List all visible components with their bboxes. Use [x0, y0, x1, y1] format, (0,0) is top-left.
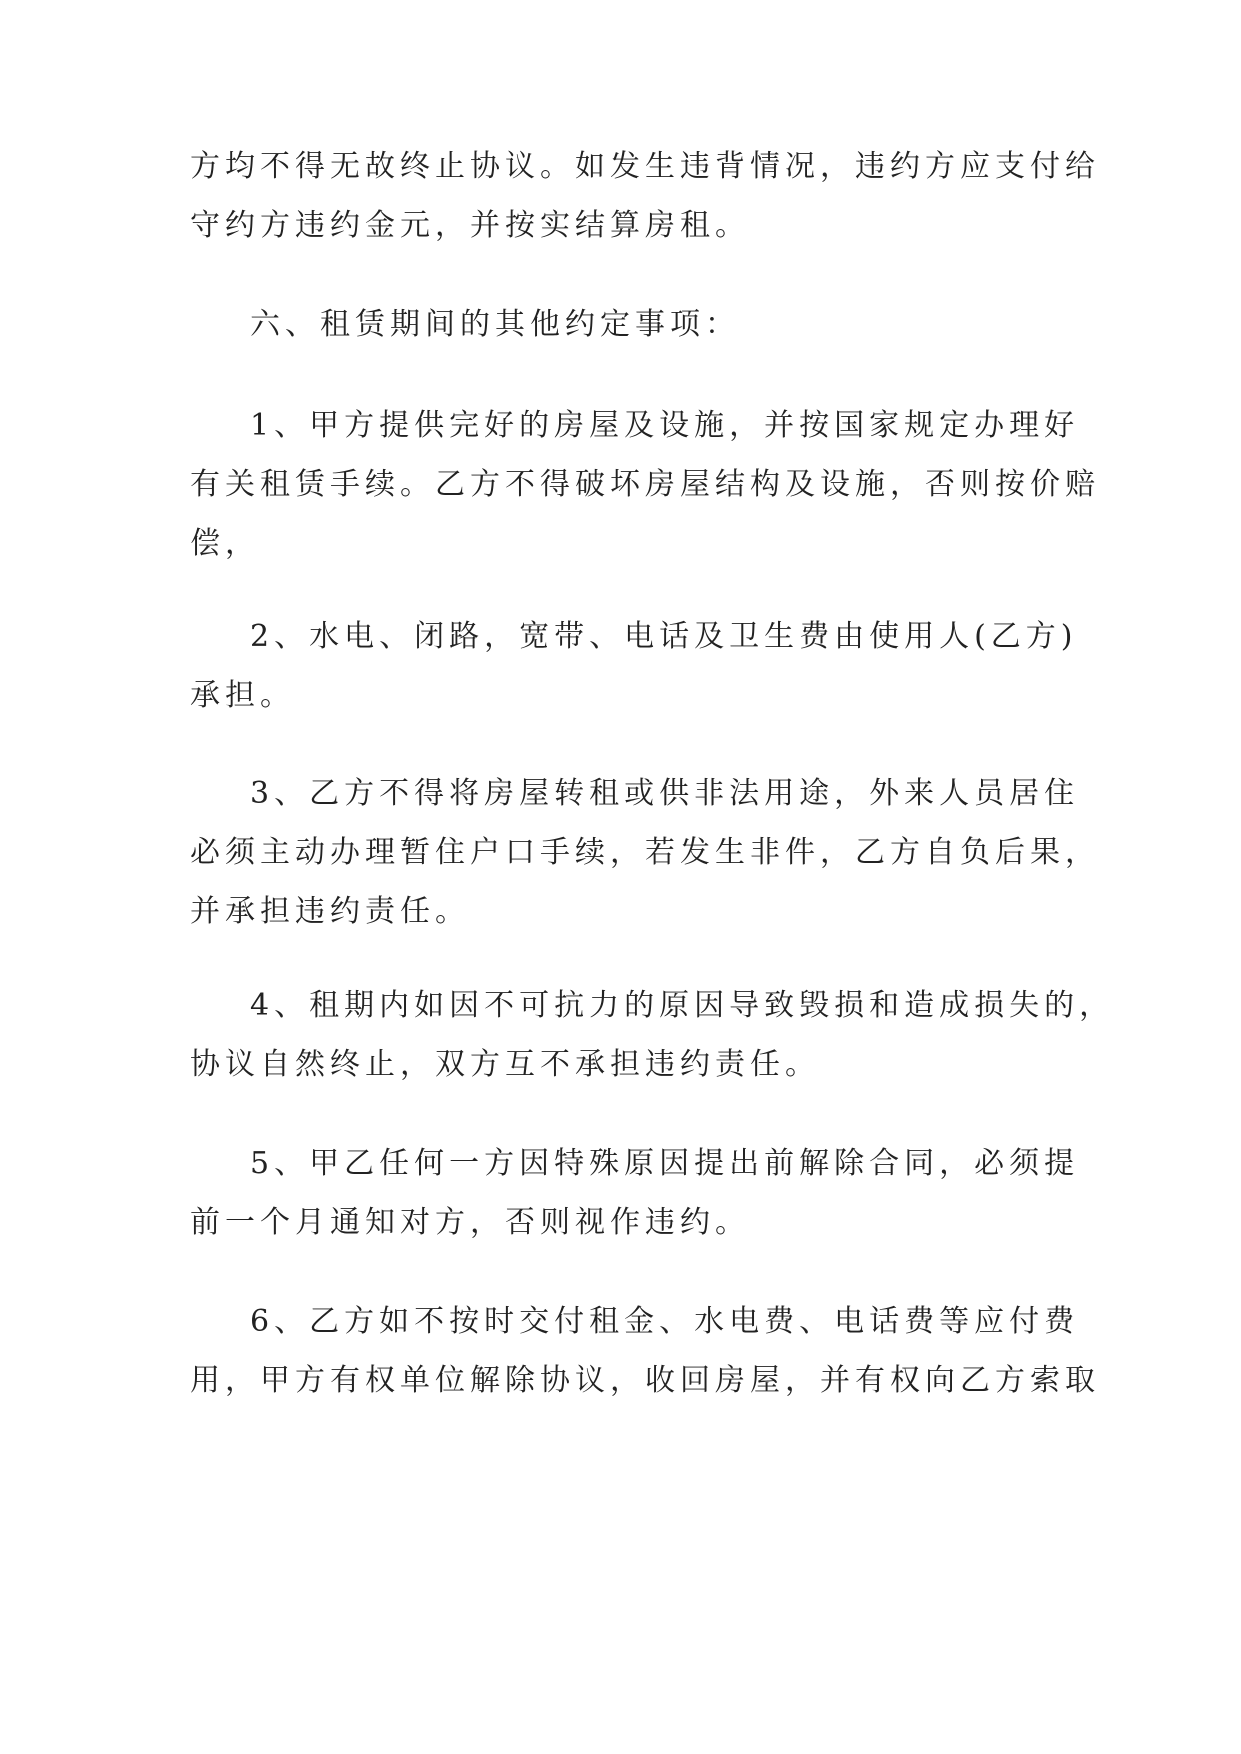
text-line: 6、乙方如不按时交付租金、水电费、电话费等应付费 [250, 1304, 1080, 1339]
text-line: 2、水电、闭路，宽带、电话及卫生费由使用人(乙方) [250, 619, 1078, 654]
text-line: 必须主动办理暂住户口手续，若发生非件，乙方自负后果， [190, 835, 1100, 870]
text-line: 承担。 [190, 678, 295, 713]
text-line: 并承担违约责任。 [190, 894, 470, 929]
text-line: 前一个月通知对方，否则视作违约。 [190, 1205, 750, 1240]
section-heading-other-terms [190, 295, 1070, 354]
paragraph-clause-2 [190, 607, 1078, 725]
text-line: 用，甲方有权单位解除协议，收回房屋，并有权向乙方索取 [190, 1363, 1100, 1398]
paragraph-clause-1 [190, 396, 1100, 573]
paragraph-clause-6 [190, 1292, 1100, 1410]
text-line: 六、租赁期间的其他约定事项： [250, 307, 740, 342]
text-line: 偿， [190, 526, 260, 561]
text-line: 协议自然终止，双方互不承担违约责任。 [190, 1047, 820, 1082]
text-line: 方均不得无故终止协议。如发生违背情况，违约方应支付给 [190, 149, 1100, 184]
text-line: 有关租赁手续。乙方不得破坏房屋结构及设施，否则按价赔 [190, 467, 1100, 502]
paragraph-clause-3 [190, 764, 1100, 941]
paragraph-clause-4 [190, 976, 1115, 1094]
paragraph-breach-continuation [190, 137, 1100, 255]
paragraph-clause-5 [190, 1134, 1080, 1252]
text-line: 守约方违约金元，并按实结算房租。 [190, 208, 750, 243]
text-line: 5、甲乙任何一方因特殊原因提出前解除合同，必须提 [250, 1146, 1080, 1181]
text-line: 3、乙方不得将房屋转租或供非法用途，外来人员居住 [250, 776, 1080, 811]
text-line: 1、甲方提供完好的房屋及设施，并按国家规定办理好 [250, 408, 1080, 443]
text-line: 4、租期内如因不可抗力的原因导致毁损和造成损失的， [250, 988, 1115, 1023]
